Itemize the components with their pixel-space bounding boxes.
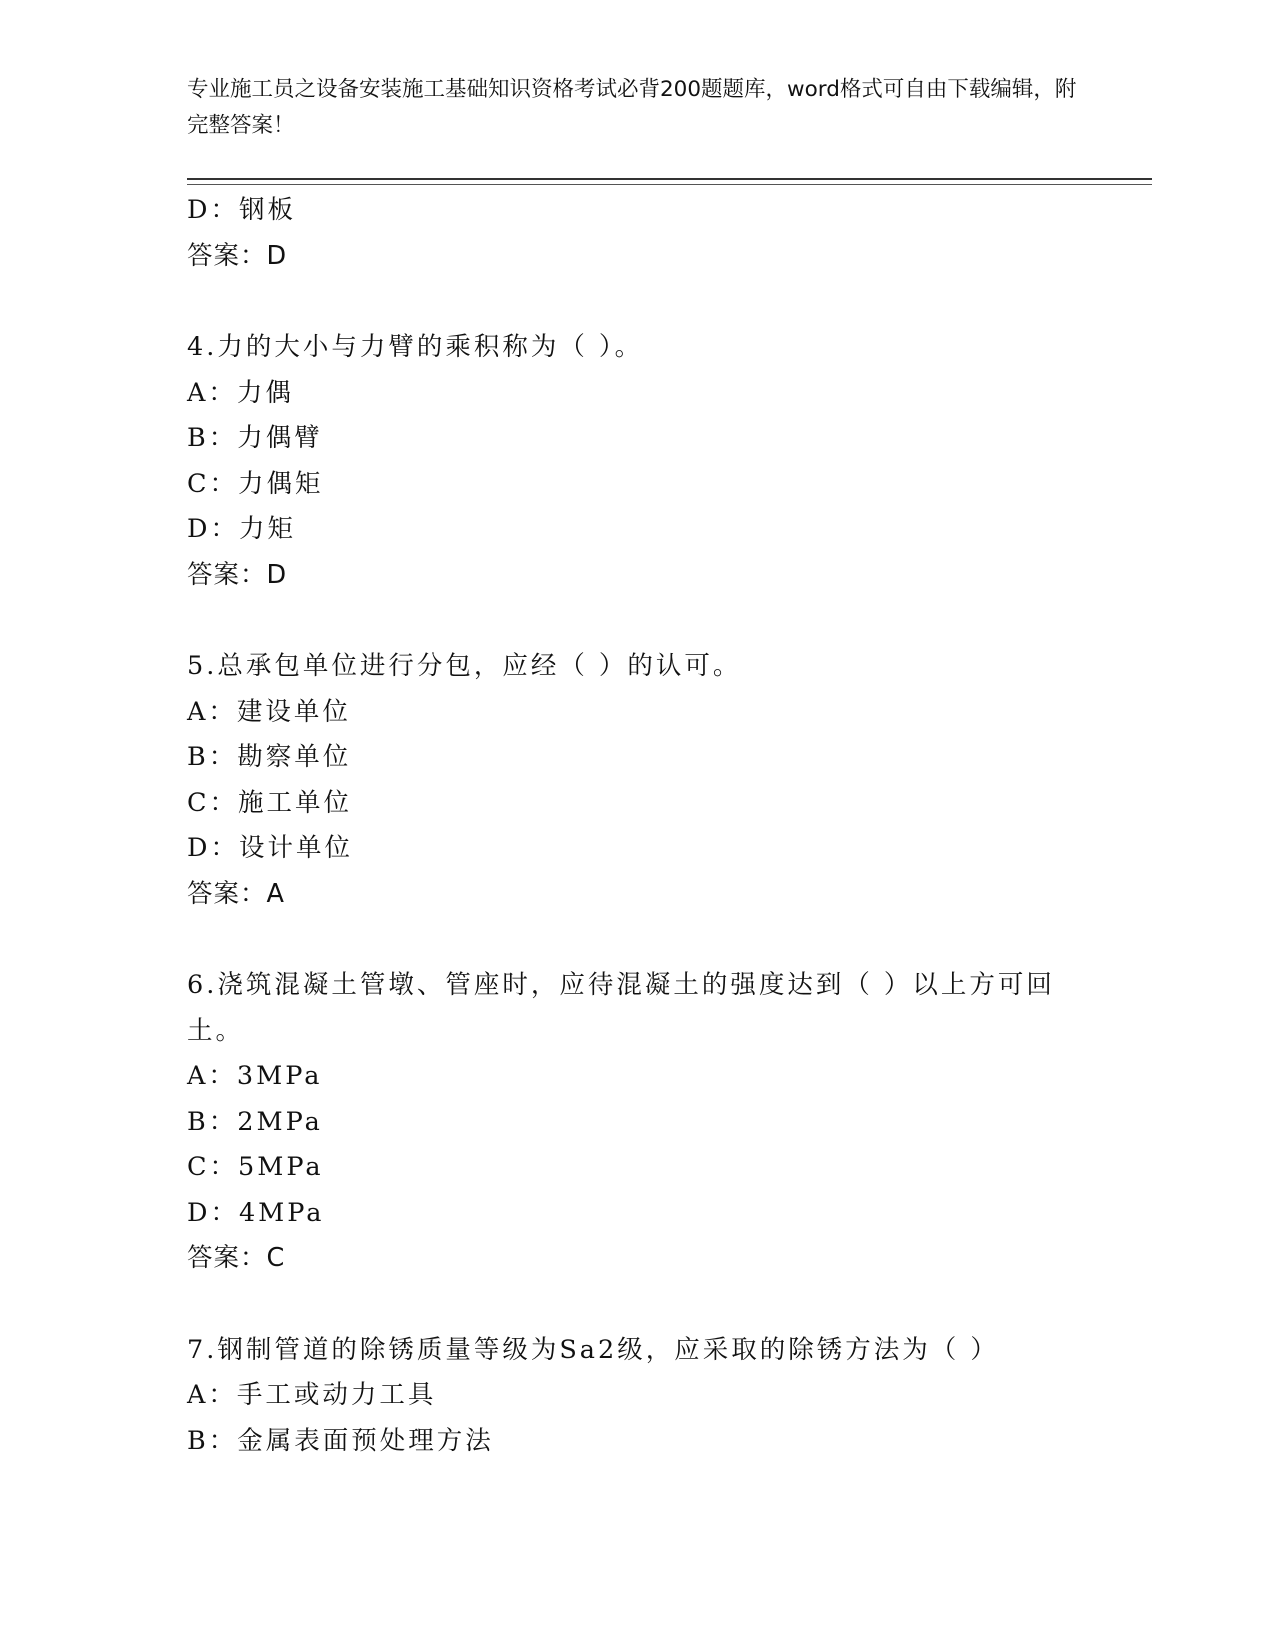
- option-a: A：力偶: [187, 377, 294, 408]
- question-stem: 4.力的大小与力臂的乘积称为（ ）。: [187, 332, 644, 362]
- option-a: A：手工或动力工具: [187, 1380, 437, 1410]
- option-d: D：设计单位: [187, 833, 353, 863]
- answer: 答案：C: [187, 1243, 286, 1273]
- spacer: [187, 598, 1147, 644]
- question-6: [187, 963, 1147, 1282]
- option-c: C：力偶矩: [187, 468, 324, 499]
- option-b: B：勘察单位: [187, 742, 352, 772]
- document-header: 专业施工员之设备安装施工基础知识资格考试必背200题题库，word格式可自由下载编辑，附完整答案！: [187, 77, 1077, 138]
- spacer: [187, 1282, 1147, 1328]
- option-b: B：金属表面预处理方法: [187, 1425, 494, 1456]
- question-stem: 5.总承包单位进行分包，应经（ ）的认可。: [187, 651, 742, 681]
- option-a: A：建设单位: [187, 696, 351, 727]
- prev-question-option-d: D：钢板: [187, 195, 296, 225]
- option-b: B：2MPa: [187, 1106, 323, 1137]
- question-5: [187, 644, 1147, 917]
- answer: 答案：D: [187, 559, 288, 590]
- prev-question-answer: 答案：D: [187, 240, 288, 271]
- option-b: B：力偶臂: [187, 423, 323, 453]
- option-c: C：施工单位: [187, 787, 353, 818]
- option-d: D：4MPa: [187, 1197, 325, 1228]
- option-c: C：5MPa: [187, 1152, 324, 1182]
- question-body: [187, 188, 1147, 1464]
- question-7: [187, 1328, 1147, 1465]
- question-stem: 6.浇筑混凝土管墩、管座时，应待混凝土的强度达到（ ）以上方可回土。: [187, 970, 1055, 1046]
- spacer: [187, 279, 1147, 325]
- option-d: D：力矩: [187, 514, 296, 544]
- header-rule-thin: [187, 184, 1152, 185]
- spacer: [187, 917, 1147, 963]
- option-a: A：3MPa: [187, 1061, 323, 1091]
- answer: 答案：A: [187, 878, 285, 909]
- header-rule-thick: [187, 178, 1152, 180]
- question-stem: 7.钢制管道的除锈质量等级为Sa2级，应采取的除锈方法为（ ）: [187, 1334, 999, 1365]
- question-4: [187, 325, 1147, 598]
